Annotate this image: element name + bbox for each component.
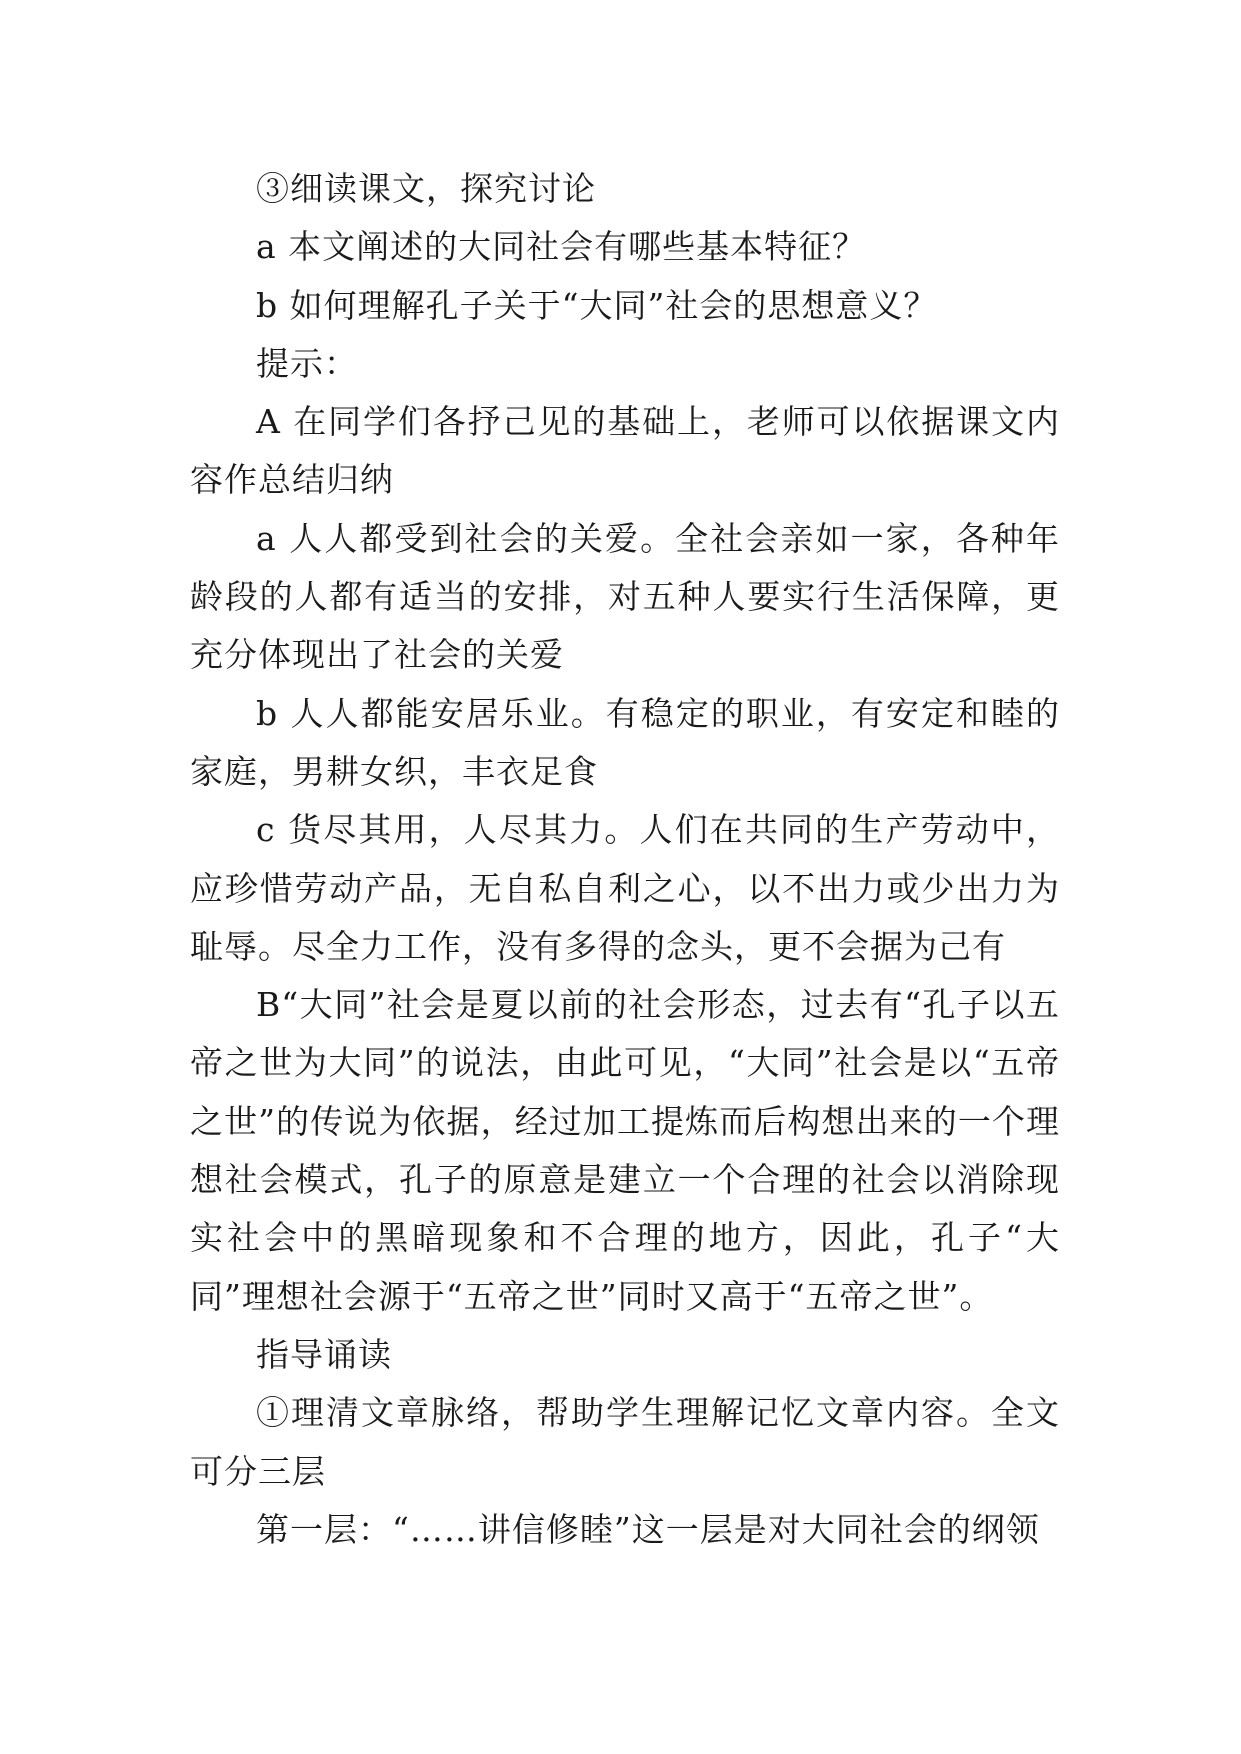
paragraph-feature-c: c 货尽其用，人尽其力。人们在共同的生产劳动中，应珍惜劳动产品，无自私自利之心，以不出力或少出力为耻辱。尽全力工作，没有多得的念头，更不会据为己有 [190,810,1060,966]
paragraph-question-b: b 如何理解孔子关于“大同”社会的思想意义？ [256,285,938,325]
paragraph-hint-label: 提示： [256,343,358,383]
paragraph-hint-a: A 在同学们各抒己见的基础上，老师可以依据课文内容作总结归纳 [190,402,1060,500]
paragraph-hint-b: B“大同”社会是夏以前的社会形态，过去有“孔子以五帝之世为大同”的说法，由此可见，“大同”社会是以“五帝之世”的传说为依据，经过加工提炼而后构想出来的一个理想社会模式，孔子的原意是建立一个合理的社会以消除现实社会中的黑暗现象和不合理的地方，因此，孔子“大同”理想社会源于“五帝之世”同时又高于“五帝之世”。 [190,985,1060,1316]
paragraph-reading-step-1: ①理清文章脉络，帮助学生理解记忆文章内容。全文可分三层 [190,1393,1060,1491]
paragraph-question-a: a 本文阐述的大同社会有哪些基本特征？ [256,227,867,267]
paragraph-feature-b: b 人人都能安居乐业。有稳定的职业，有安定和睦的家庭，男耕女织，丰衣足食 [190,693,1060,791]
paragraph-reading-heading: 指导诵读 [256,1334,392,1374]
paragraph-feature-a: a 人人都受到社会的关爱。全社会亲如一家，各种年龄段的人都有适当的安排，对五种人要实行生活保障，更充分体现出了社会的关爱 [190,518,1060,675]
document-body [190,160,1060,1559]
paragraph-section-heading: ③细读课文，探究讨论 [256,169,596,208]
paragraph-first-layer: 第一层：“……讲信修睦”这一层是对大同社会的纲领 [256,1509,1040,1549]
